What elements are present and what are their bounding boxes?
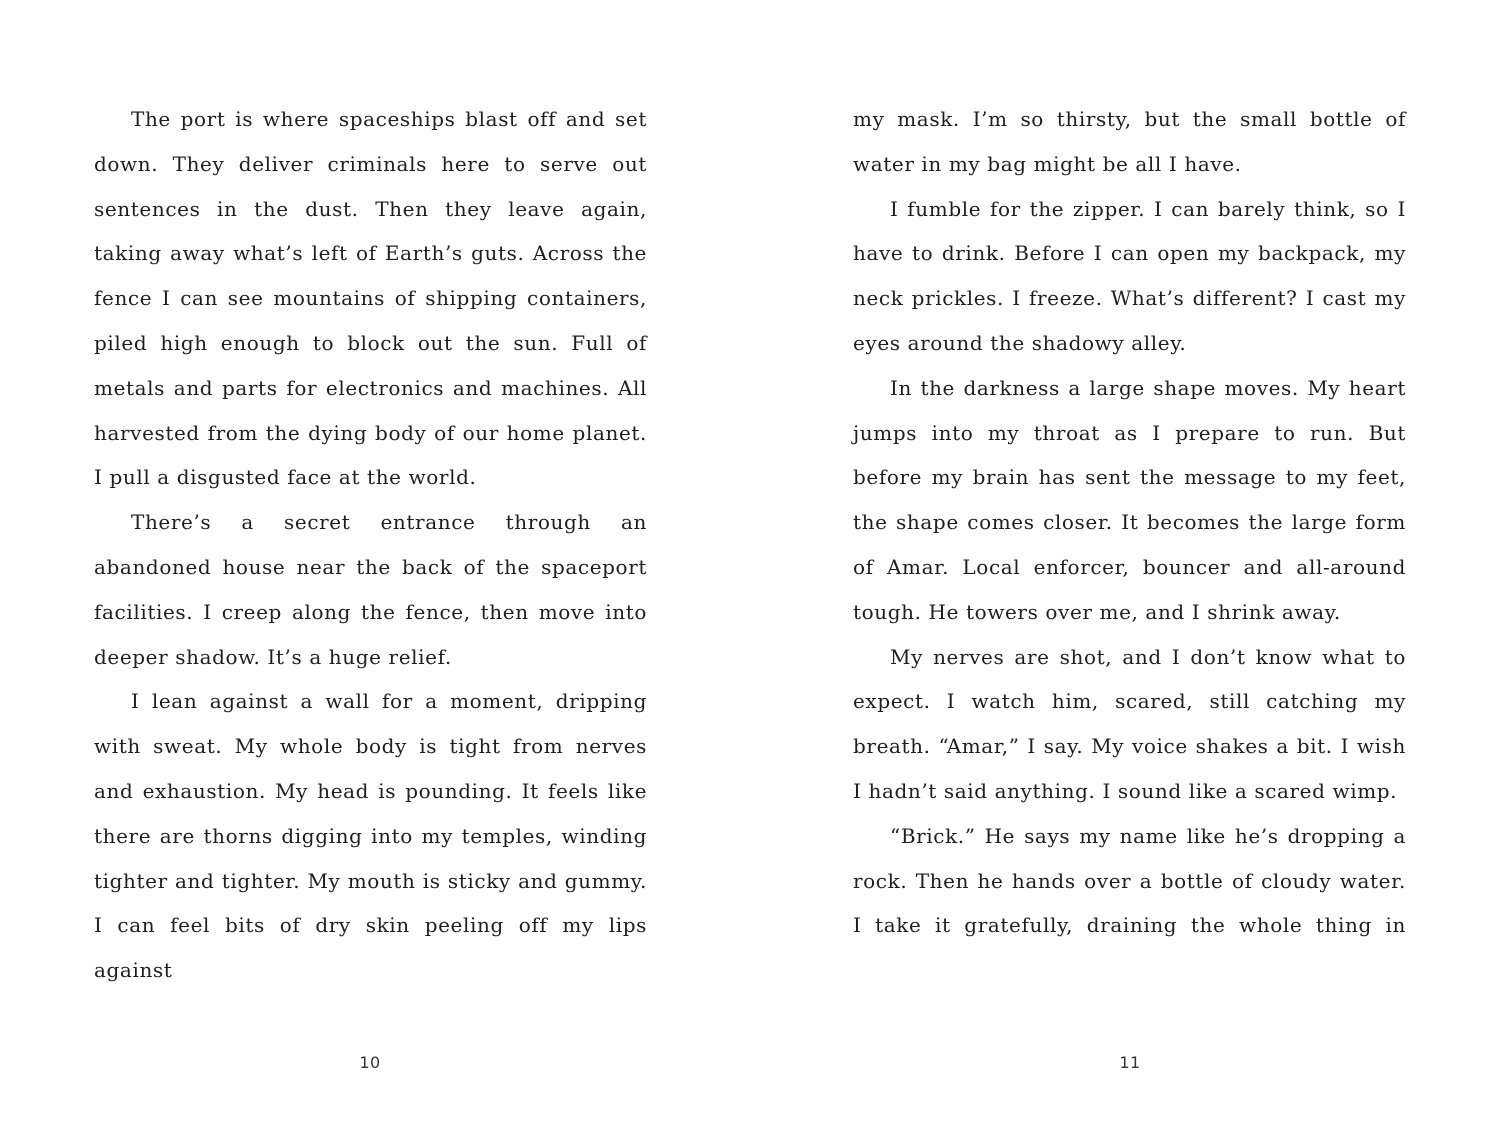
right-page [750, 0, 1500, 1125]
paragraph: “Brick.” He says my name like he’s dropping a rock. Then he hands over a bottle of cloudy water. I take it gratefully, draining the whole thing in [853, 823, 1406, 938]
paragraph: my mask. I’m so thirsty, but the small bottle of water in my bag might be all I have. [853, 107, 1406, 176]
paragraph: There’s a secret entrance through an abandoned house near the back of the spaceport facilities. I creep along the fence, then move into deeper shadow. It’s a huge relief. [94, 510, 647, 669]
paragraph: I lean against a wall for a moment, dripping with sweat. My whole body is tight from nerves and exhaustion. My head is pounding. It feels like there are thorns digging into my temples, winding tighter and tighter. My mouth is sticky and gummy. I can feel bits of dry skin peeling off my lips against [94, 689, 647, 983]
page-number: 11 [1119, 1053, 1141, 1072]
paragraph: In the darkness a large shape moves. My heart jumps into my throat as I prepare to run. But before my brain has sent the message to my feet, the shape comes closer. It becomes the large form of Amar. Local enforcer, bouncer and all-around tough. He towers over me, and I shrink away. [853, 375, 1406, 624]
paragraph: My nerves are shot, and I don’t know what to expect. I watch him, scared, still catching my breath. “Amar,” I say. My voice shakes a bit. I wish I hadn’t said anything. I sound like a scared wimp. [853, 644, 1406, 803]
paragraph: I fumble for the zipper. I can barely think, so I have to drink. Before I can open my backpack, my neck prickles. I freeze. What’s different? I cast my eyes around the shadowy alley. [853, 196, 1406, 355]
paragraph: The port is where spaceships blast off and set down. They deliver criminals here to serve out sentences in the dust. Then they leave again, taking away what’s left of Earth’s guts. Across the fence I can see mountains of shipping containers, piled high enough to block out the sun. Full of metals and parts for electronics and machines. All harvested from the dying body of our home planet. I pull a disgusted face at the world. [94, 107, 647, 490]
page-number: 10 [359, 1053, 381, 1072]
left-page-text [94, 97, 647, 993]
right-page-text [853, 97, 1406, 948]
